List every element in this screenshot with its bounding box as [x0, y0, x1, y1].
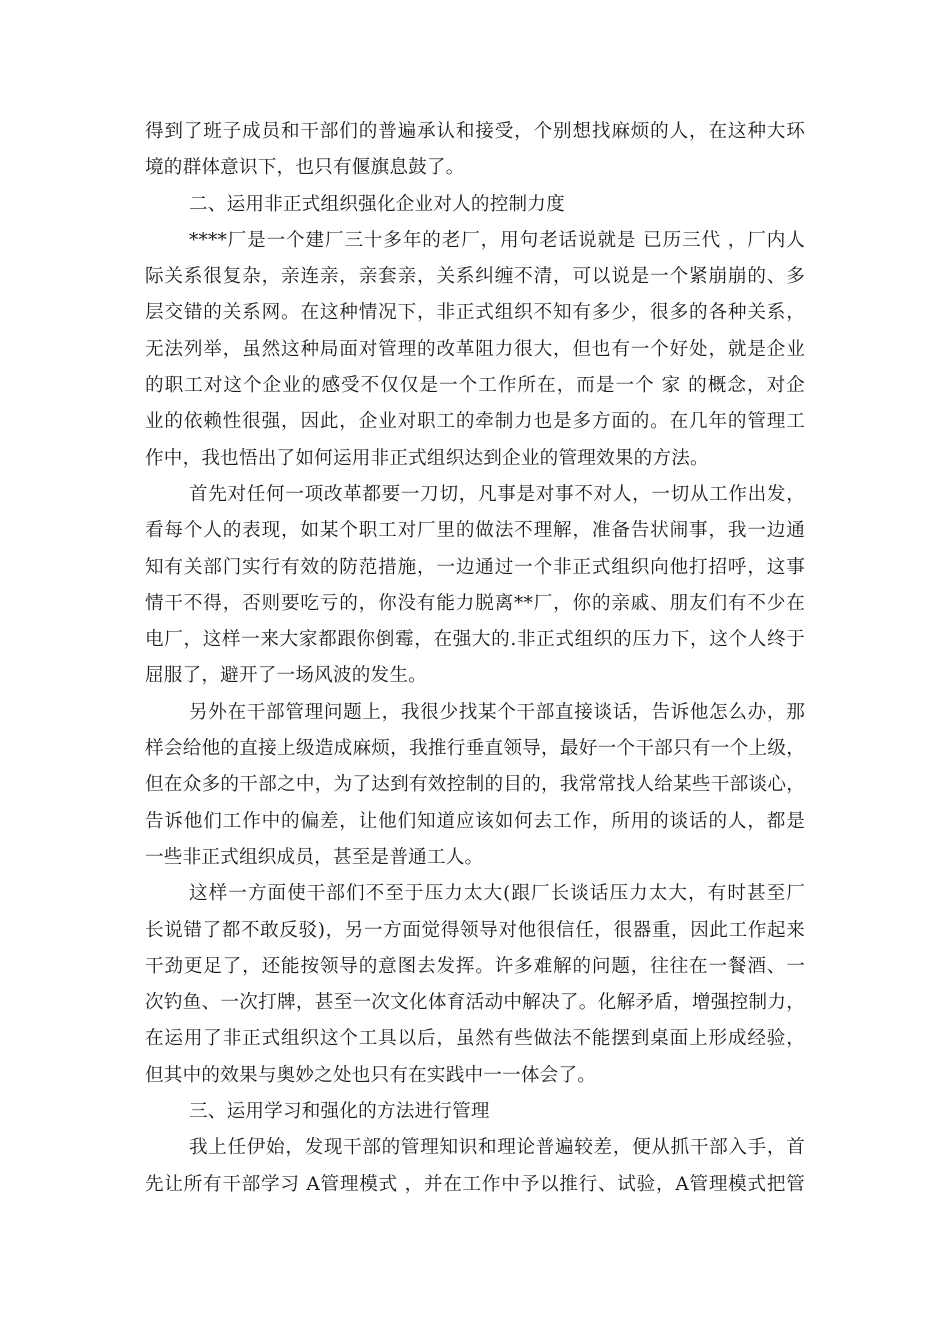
paragraph-3-line-1: ****厂是一个建厂三十多年的老厂，用句老话说就是 已历三代 ，厂内人	[189, 229, 805, 251]
paragraph-3-line-2: 际关系很复杂，亲连亲，亲套亲，关系纠缠不清，可以说是一个紧崩崩的、多	[145, 266, 805, 288]
paragraph-5-line-2: 样会给他的直接上级造成麻烦，我推行垂直领导，最好一个干部只有一个上级，	[145, 738, 805, 760]
paragraph-3-line-4: 无法列举，虽然这种局面对管理的改革阻力很大，但也有一个好处，就是企业	[145, 338, 805, 360]
paragraph-8-line-2: 先让所有干部学习 A管理模式 ，并在工作中予以推行、试验，A管理模式把管	[145, 1173, 805, 1195]
document-body	[145, 114, 805, 1203]
paragraph-5-line-4: 告诉他们工作中的偏差，让他们知道应该如何去工作，所用的谈话的人，都是	[145, 810, 805, 832]
paragraph-4-line-2: 看每个人的表现，如某个职工对厂里的做法不理解，准备告状闹事，我一边通	[145, 520, 805, 542]
paragraph-4-line-3: 知有关部门实行有效的防范措施，一边通过一个非正式组织向他打招呼，这事	[145, 556, 805, 578]
paragraph-3-line-5: 的职工对这个企业的感受不仅仅是一个工作所在，而是一个 家 的概念，对企	[145, 375, 805, 397]
paragraph-5-line-1: 另外在干部管理问题上，我很少找某个干部直接谈话，告诉他怎么办，那	[189, 701, 805, 723]
paragraph-2-line-1: 二、运用非正式组织强化企业对人的控制力度	[189, 193, 565, 215]
paragraph-3-line-3: 层交错的关系网。在这种情况下，非正式组织不知有多少，很多的各种关系，	[145, 302, 805, 324]
paragraph-6-line-2: 长说错了都不敢反驳)，另一方面觉得领导对他很信任，很器重，因此工作起来	[145, 919, 805, 941]
paragraph-4-line-1: 首先对任何一项改革都要一刀切，凡事是对事不对人，一切从工作出发，	[189, 483, 805, 505]
paragraph-5-line-5: 一些非正式组织成员，甚至是普通工人。	[145, 846, 484, 868]
paragraph-6-line-5: 在运用了非正式组织这个工具以后，虽然有些做法不能摆到桌面上形成经验，	[145, 1028, 805, 1050]
paragraph-3-line-6: 业的依赖性很强，因此，企业对职工的牵制力也是多方面的。在几年的管理工	[145, 411, 805, 433]
paragraph-1-line-2: 境的群体意识下，也只有偃旗息鼓了。	[145, 157, 465, 179]
paragraph-6-line-1: 这样一方面使干部们不至于压力太大(跟厂长谈话压力太大，有时甚至厂	[189, 883, 805, 905]
paragraph-6-line-6: 但其中的效果与奥妙之处也只有在实践中一一体会了。	[145, 1064, 597, 1086]
paragraph-4-line-4: 情干不得，否则要吃亏的，你没有能力脱离**厂，你的亲戚、朋友们有不少在	[145, 592, 805, 614]
paragraph-8-line-1: 我上任伊始，发现干部的管理知识和理论普遍较差，便从抓干部入手，首	[189, 1137, 805, 1159]
paragraph-6-line-4: 次钓鱼、一次打牌，甚至一次文化体育活动中解决了。化解矛盾，增强控制力，	[145, 992, 805, 1014]
paragraph-5-line-3: 但在众多的干部之中，为了达到有效控制的目的，我常常找人给某些干部谈心，	[145, 774, 805, 796]
paragraph-7-line-1: 三、运用学习和强化的方法进行管理	[189, 1101, 490, 1123]
paragraph-6-line-3: 干劲更足了，还能按领导的意图去发挥。许多难解的问题，往往在一餐酒、一	[145, 955, 805, 977]
paragraph-3-line-7: 作中，我也悟出了如何运用非正式组织达到企业的管理效果的方法。	[145, 447, 709, 469]
paragraph-4-line-5: 电厂，这样一来大家都跟你倒霉，在强大的.非正式组织的压力下，这个人终于	[145, 629, 805, 651]
paragraph-1-line-1: 得到了班子成员和干部们的普遍承认和接受，个别想找麻烦的人，在这种大环	[145, 121, 805, 142]
paragraph-4-line-6: 屈服了，避开了一场风波的发生。	[145, 665, 427, 687]
